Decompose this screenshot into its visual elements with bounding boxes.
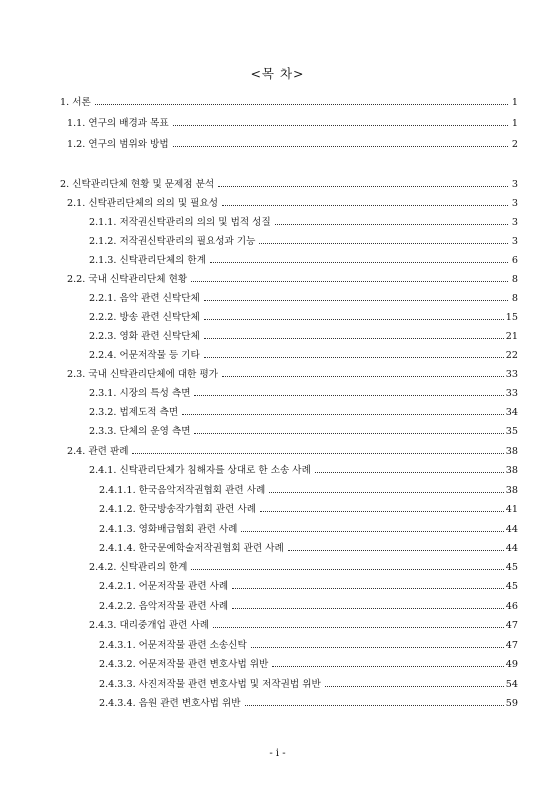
toc-leader-dots — [173, 145, 508, 147]
toc-leader-dots — [315, 471, 504, 473]
toc-leader-dots — [325, 685, 504, 687]
toc-leader-dots — [204, 356, 504, 358]
toc-entry-page: 45 — [505, 581, 518, 592]
toc-entry[interactable] — [99, 523, 518, 537]
toc-entry-page: 33 — [505, 388, 518, 399]
toc-entry-page: 6 — [511, 255, 518, 266]
toc-entry-label: 2.1.1. 저작권신탁관리의 의의 및 법적 성질 — [89, 217, 271, 228]
toc-entry-label: 2.1. 신탁관리단체의 의의 및 필요성 — [67, 198, 218, 209]
toc-leader-dots — [95, 103, 508, 105]
toc-leader-dots — [204, 318, 504, 320]
page-title: <목 차> — [250, 66, 305, 81]
toc-entry-page: 45 — [505, 562, 518, 573]
toc-entry[interactable] — [99, 697, 518, 711]
toc-entry-label: 2.2.4. 어문저작물 등 기타 — [89, 350, 200, 361]
toc-entry-label: 2.2.2. 방송 관련 신탁단체 — [89, 312, 200, 323]
toc-entry[interactable] — [99, 484, 518, 498]
toc-entry-label: 2.4.1.3. 영화배급협회 관련 사례 — [99, 524, 238, 535]
toc-entry-label: 2.3.2. 법제도적 측면 — [89, 407, 179, 418]
toc-entry-page: 22 — [505, 350, 518, 361]
toc-entry[interactable] — [60, 96, 518, 110]
toc-entry-page: 21 — [505, 331, 518, 342]
toc-entry[interactable] — [89, 254, 518, 268]
toc-entry[interactable] — [89, 330, 518, 344]
toc-leader-dots — [245, 704, 504, 706]
toc-leader-dots — [222, 375, 504, 377]
toc-entry[interactable] — [89, 387, 518, 401]
toc-entry-label: 2.2.1. 음악 관련 신탁단체 — [89, 293, 200, 304]
toc-entry-label: 2.4. 관련 판례 — [67, 446, 129, 457]
toc-entry-page: 44 — [505, 543, 518, 554]
toc-leader-dots — [191, 280, 508, 282]
toc-leader-dots — [232, 607, 504, 609]
toc-entry-page: 46 — [505, 601, 518, 612]
toc-entry-page: 3 — [511, 198, 518, 209]
toc-entry-label: 2.4.1.2. 한국방송작가협회 관련 사례 — [99, 504, 256, 515]
toc-leader-dots — [204, 337, 504, 339]
toc-leader-dots — [210, 261, 508, 263]
toc-entry[interactable] — [89, 464, 518, 478]
toc-entry-label: 2.4.3. 대리중개업 관련 사례 — [89, 620, 210, 631]
toc-leader-dots — [260, 510, 504, 512]
toc-entry-label: 1.1. 연구의 배경과 목표 — [67, 118, 169, 129]
toc-entry-label: 2.4.2.1. 어문저작물 관련 사례 — [99, 581, 229, 592]
toc-entry-page: 15 — [505, 312, 518, 323]
toc-entry-page: 35 — [505, 426, 518, 437]
toc-leader-dots — [218, 185, 508, 187]
toc-entry-label: 2.3.1. 시장의 특성 측면 — [89, 388, 191, 399]
toc-entry-label: 2.4.2.2. 음악저작물 관련 사례 — [99, 601, 229, 612]
toc-entry-label: 2.4.3.2. 어문저작물 관련 변호사법 위반 — [99, 659, 269, 670]
page-number-footer: - i - — [269, 748, 286, 759]
toc-entry[interactable] — [89, 349, 518, 363]
toc-entry-page: 3 — [511, 217, 518, 228]
toc-entry-page: 49 — [505, 659, 518, 670]
toc-entry-label: 2. 신탁관리단체 현황 및 문제점 분석 — [60, 179, 215, 190]
toc-entry-page: 38 — [505, 465, 518, 476]
toc-entry-page: 38 — [505, 446, 518, 457]
toc-entry-label: 1.2. 연구의 범위와 방법 — [67, 139, 169, 150]
toc-leader-dots — [272, 665, 503, 667]
toc-entry[interactable] — [67, 445, 518, 459]
toc-entry-page: 8 — [511, 293, 518, 304]
toc-entry-label: 2.4.3.1. 어문저작물 관련 소송신탁 — [99, 640, 247, 651]
toc-entry[interactable] — [89, 406, 518, 420]
toc-entry-label: 2.2. 국내 신탁관리단체 현황 — [67, 274, 188, 285]
toc-leader-dots — [194, 432, 503, 434]
toc-entry-page: 8 — [511, 274, 518, 285]
toc-entry-page: 34 — [505, 407, 518, 418]
toc-entry-page: 1 — [511, 118, 518, 129]
toc-leader-dots — [288, 549, 504, 551]
toc-entry-label: 2.1.3. 신탁관리단체의 한계 — [89, 255, 206, 266]
toc-entry-page: 47 — [505, 620, 518, 631]
toc-leader-dots — [275, 223, 508, 225]
toc-leader-dots — [241, 530, 503, 532]
toc-entry-label: 2.4.1. 신탁관리단체가 침해자를 상대로 한 소송 사례 — [89, 465, 311, 476]
toc-entry-label: 1. 서론 — [60, 97, 91, 108]
toc-entry[interactable] — [67, 117, 518, 131]
toc-entry-page: 59 — [505, 698, 518, 709]
toc-entry[interactable] — [89, 216, 518, 230]
toc-entry[interactable] — [60, 178, 518, 192]
toc-entry[interactable] — [67, 197, 518, 211]
toc-entry[interactable] — [99, 678, 518, 692]
toc-entry-page: 54 — [505, 679, 518, 690]
toc-leader-dots — [194, 394, 503, 396]
toc-leader-dots — [269, 491, 504, 493]
toc-leader-dots — [132, 452, 503, 454]
toc-entry-page: 41 — [505, 504, 518, 515]
toc-leader-dots — [259, 242, 508, 244]
toc-entry[interactable] — [99, 639, 518, 653]
toc-entry-page: 33 — [505, 369, 518, 380]
toc-entry-page: 1 — [511, 97, 518, 108]
toc-leader-dots — [251, 646, 504, 648]
toc-entry-page: 44 — [505, 524, 518, 535]
toc-leader-dots — [232, 587, 504, 589]
toc-entry[interactable] — [99, 600, 518, 614]
toc-entry-page: 3 — [511, 179, 518, 190]
toc-entry[interactable] — [67, 273, 518, 287]
toc-leader-dots — [222, 204, 508, 206]
toc-entry-page: 47 — [505, 640, 518, 651]
toc-entry-label: 2.4.3.3. 사진저작물 관련 변호사법 및 저작권법 위반 — [99, 679, 321, 690]
toc-entry[interactable] — [99, 580, 518, 594]
toc-leader-dots — [191, 568, 503, 570]
toc-entry[interactable] — [99, 503, 518, 517]
toc-entry-label: 2.3.3. 단체의 운영 측면 — [89, 426, 191, 437]
toc-entry[interactable] — [99, 542, 518, 556]
toc-entry[interactable] — [89, 425, 518, 439]
toc-entry[interactable] — [67, 138, 518, 152]
toc-leader-dots — [182, 413, 504, 415]
toc-entry[interactable] — [89, 561, 518, 575]
toc-entry[interactable] — [89, 311, 518, 325]
toc-entry-page: 38 — [505, 485, 518, 496]
toc-entry-label: 2.1.2. 저작권신탁관리의 필요성과 기능 — [89, 236, 256, 247]
toc-leader-dots — [204, 299, 508, 301]
toc-entry-label: 2.4.2. 신탁관리의 한계 — [89, 562, 188, 573]
toc-entry[interactable] — [89, 292, 518, 306]
toc-entry-label: 2.3. 국내 신탁관리단체에 대한 평가 — [67, 369, 218, 380]
toc-entry[interactable] — [67, 368, 518, 382]
toc-entry[interactable] — [89, 235, 518, 249]
toc-entry-label: 2.4.3.4. 음원 관련 변호사법 위반 — [99, 698, 241, 709]
toc-entry[interactable] — [99, 658, 518, 672]
toc-entry-label: 2.4.1.1. 한국음악저작권협회 관련 사례 — [99, 485, 266, 496]
toc-entry-label: 2.4.1.4. 한국문예학술저작권협회 관련 사례 — [99, 543, 284, 554]
toc-entry[interactable] — [89, 619, 518, 633]
toc-leader-dots — [213, 626, 504, 628]
toc-leader-dots — [173, 124, 508, 126]
toc-entry-page: 2 — [511, 139, 518, 150]
toc-entry-page: 3 — [511, 236, 518, 247]
toc-entry-label: 2.2.3. 영화 관련 신탁단체 — [89, 331, 200, 342]
